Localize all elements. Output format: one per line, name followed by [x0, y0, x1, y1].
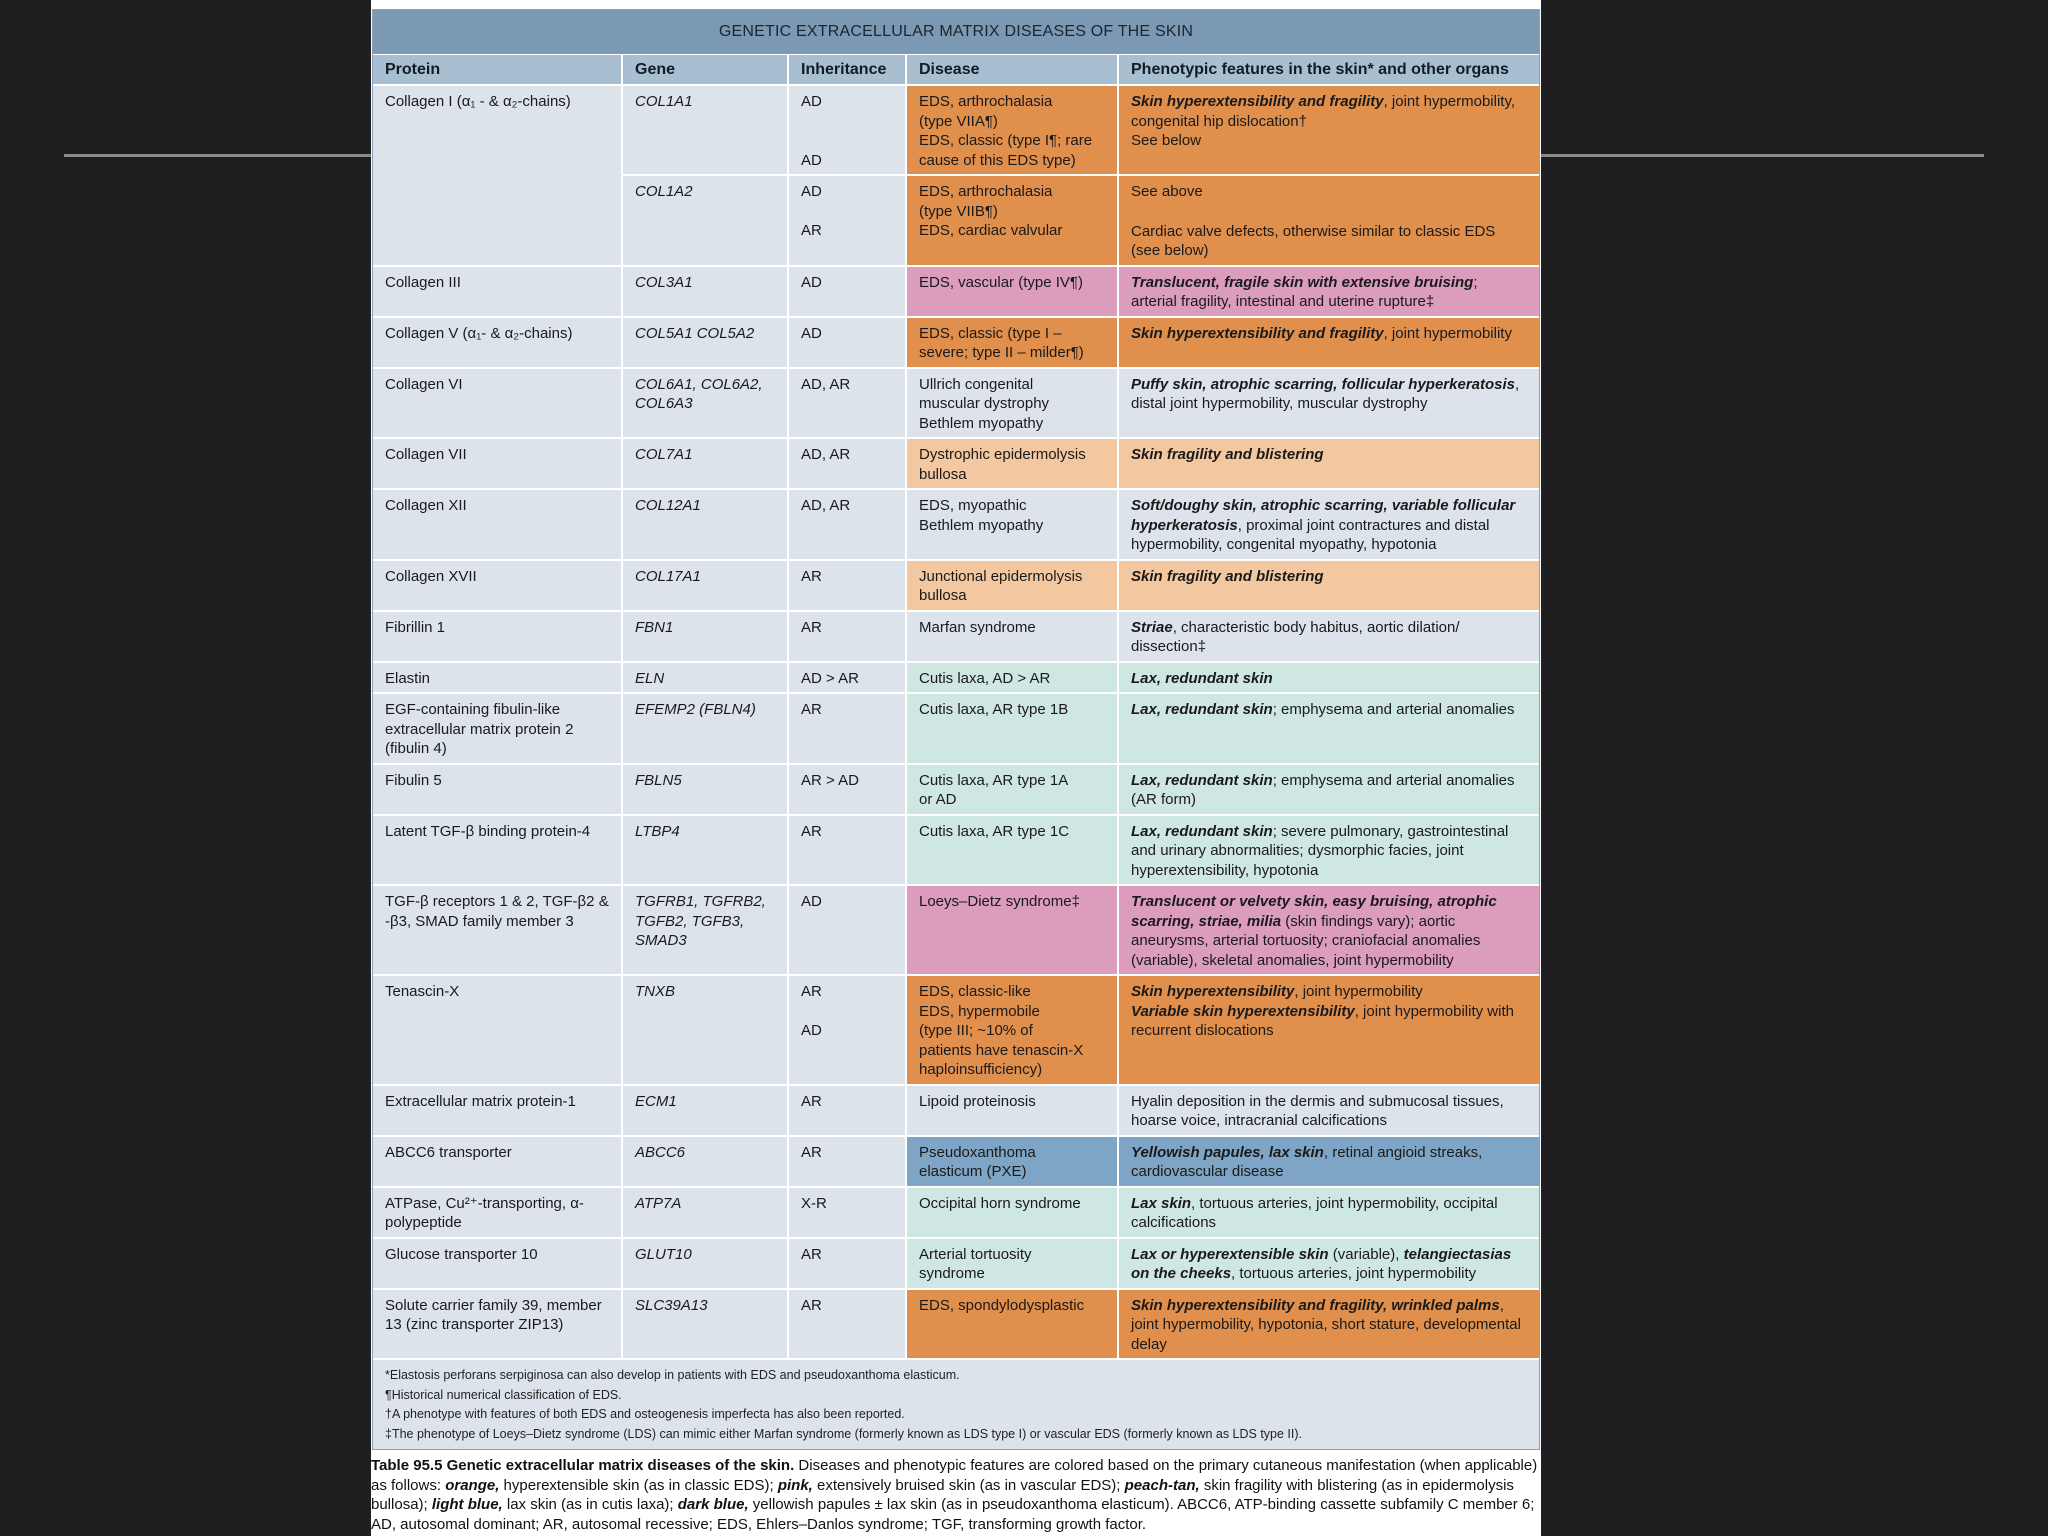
phenotype-text: ; arterial fragility, intestinal and uterine rupture‡	[1131, 273, 1478, 310]
cell-protein: Glucose transporter 10	[373, 1238, 622, 1289]
phenotype-text: , retinal angioid streaks, cardiovascular disease	[1131, 1143, 1483, 1180]
cell-inheritance	[788, 266, 906, 317]
cell-disease	[906, 1238, 1118, 1289]
phenotype-emphasis: Skin fragility and blistering	[1131, 446, 1324, 463]
cell-line: EDS, cardiac valvular	[919, 222, 1063, 239]
phenotype-text: , joint hypermobility	[1383, 324, 1512, 342]
phenotype-text: , joint hypermobility, hypotonia, short stature, developmental delay	[1131, 1296, 1521, 1353]
cell-phenotype	[1118, 885, 1539, 975]
cell-inheritance	[788, 662, 906, 694]
spacer	[1131, 202, 1527, 222]
cell-line: EDS, myopathic	[919, 497, 1027, 514]
cell-disease	[906, 560, 1118, 611]
cell-disease	[906, 317, 1118, 368]
cell-line: Dystrophic epidermolysis	[919, 446, 1086, 463]
cell-inheritance	[788, 611, 906, 662]
cell-phenotype	[1118, 975, 1539, 1085]
cell-inheritance	[788, 1289, 906, 1360]
cell-line	[801, 1002, 893, 1022]
phenotype-emphasis: Skin fragility and blistering	[1131, 567, 1324, 585]
cell-phenotype	[1118, 438, 1539, 489]
phenotype-emphasis: Lax skin	[1131, 1194, 1192, 1212]
cell-phenotype	[1118, 85, 1539, 175]
cell-disease	[906, 1187, 1118, 1238]
phenotype-text: , joint hypermobility	[1294, 983, 1423, 1000]
cell-inheritance	[788, 489, 906, 560]
cell-gene: COL6A1, COL6A2, COL6A3	[622, 368, 788, 439]
table-row	[373, 815, 1539, 886]
caption-key-dark-blue: dark blue,	[677, 1496, 749, 1513]
background-rule-right	[1540, 154, 1984, 157]
cell-line: EDS, arthrochalasia	[919, 183, 1053, 200]
phenotype-text: Cardiac valve defects, otherwise similar to classic EDS (see below)	[1131, 222, 1496, 259]
cell-protein: ATPase, Cu²⁺-transporting, α-polypeptide	[373, 1187, 622, 1238]
cell-line: syndrome	[919, 1265, 985, 1282]
phenotype-text: ; emphysema and arterial anomalies	[1272, 701, 1515, 718]
cell-gene: SLC39A13	[622, 1289, 788, 1360]
cell-line: AR	[801, 618, 822, 636]
caption-key-light-blue: light blue,	[431, 1496, 503, 1513]
cell-line: AD	[801, 1022, 822, 1039]
phenotype-emphasis: Yellowish papules, lax skin	[1131, 1143, 1324, 1161]
phenotype-line	[1131, 375, 1527, 414]
cell-line: AD	[801, 151, 822, 169]
cell-gene: COL5A1 COL5A2	[622, 317, 788, 368]
cell-phenotype	[1118, 266, 1539, 317]
cell-line: AR	[801, 222, 822, 239]
caption-text: lax skin (as in cutis laxa);	[502, 1496, 678, 1513]
cell-line: EDS, hypermobile	[919, 1002, 1040, 1020]
phenotype-text: See below	[1131, 132, 1202, 149]
cell-protein: Collagen VII	[373, 438, 622, 489]
cell-line: AD	[801, 893, 822, 910]
cell-line: Marfan syndrome	[919, 618, 1036, 636]
phenotype-text: ; emphysema and arterial anomalies (AR form)	[1131, 771, 1515, 808]
cell-disease	[906, 815, 1118, 886]
table-row	[373, 885, 1539, 975]
cell-disease	[906, 885, 1118, 975]
cell-line: EDS, classic (type I –	[919, 324, 1062, 342]
table-row	[373, 1289, 1539, 1360]
phenotype-text: , joint hypermobility, congenital hip dislocation†	[1131, 93, 1516, 130]
cell-protein: Extracellular matrix protein-1	[373, 1085, 622, 1136]
table-frame	[372, 9, 1540, 1450]
header-protein: Protein	[373, 55, 622, 85]
cell-line: AR	[801, 567, 822, 585]
phenotype-line	[1131, 131, 1527, 151]
cell-phenotype	[1118, 1136, 1539, 1187]
cell-line: Ullrich congenital	[919, 375, 1034, 393]
phenotype-emphasis: Lax, redundant skin	[1131, 669, 1273, 687]
phenotype-emphasis: Soft/doughy skin, atrophic scarring, variable follicular hyperkeratosis	[1131, 497, 1516, 534]
cell-phenotype	[1118, 693, 1539, 764]
cell-line: Loeys–Dietz syndrome‡	[919, 893, 1080, 910]
cell-line: EDS, vascular (type IV¶)	[919, 273, 1083, 291]
header-disease: Disease	[906, 55, 1118, 85]
cell-line: AD	[801, 93, 822, 110]
phenotype-line	[1131, 1296, 1527, 1355]
phenotype-text: , tortuous arteries, joint hypermobility	[1231, 1265, 1477, 1282]
cell-line: EDS, classic-like	[919, 983, 1031, 1000]
table-row	[373, 317, 1539, 368]
cell-inheritance	[788, 560, 906, 611]
cell-line: bullosa	[919, 465, 967, 483]
cell-gene: ABCC6	[622, 1136, 788, 1187]
caption-key-peach-tan: peach-tan,	[1124, 1476, 1200, 1494]
phenotype-emphasis: Lax, redundant skin	[1131, 822, 1273, 840]
cell-protein: Collagen XII	[373, 489, 622, 560]
cell-line: haploinsufficiency)	[919, 1061, 1043, 1078]
footnote: ‡The phenotype of Loeys–Dietz syndrome (LDS) can mimic either Marfan syndrome (formerly known as LDS type I) or vascular EDS (formerly known as LDS type II).	[385, 1426, 1303, 1441]
table-row	[373, 1136, 1539, 1187]
cell-phenotype	[1118, 489, 1539, 560]
table-body	[373, 85, 1539, 1359]
table-row	[373, 489, 1539, 560]
cell-line: AD, AR	[801, 375, 851, 393]
cell-line: (type VIIA¶)	[919, 112, 998, 130]
cell-gene: FBLN5	[622, 764, 788, 815]
cell-phenotype	[1118, 662, 1539, 694]
cell-line: Cutis laxa, AR type 1A	[919, 771, 1069, 789]
cell-inheritance	[788, 317, 906, 368]
cell-protein: Fibulin 5	[373, 764, 622, 815]
cell-gene: COL3A1	[622, 266, 788, 317]
cell-disease	[906, 693, 1118, 764]
table-caption	[371, 1456, 1541, 1534]
phenotype-line	[1131, 1245, 1527, 1284]
cell-disease	[906, 764, 1118, 815]
cell-gene: ECM1	[622, 1085, 788, 1136]
cell-disease	[906, 438, 1118, 489]
cell-line: Bethlem myopathy	[919, 414, 1044, 432]
phenotype-text: (skin findings vary); aortic aneurysms, arterial tortuosity; craniofacial anomalies (variable), skeletal anomalies, joint hypermobility	[1131, 912, 1481, 969]
cell-inheritance	[788, 815, 906, 886]
cell-gene: COL1A2	[622, 175, 788, 266]
caption-text: extensively bruised skin (as in vascular EDS);	[812, 1476, 1125, 1494]
background-rule-left	[64, 154, 372, 157]
cell-inheritance	[788, 1136, 906, 1187]
cell-line: or AD	[919, 791, 957, 808]
phenotype-line	[1131, 700, 1527, 720]
table-row	[373, 266, 1539, 317]
cell-protein: Tenascin-X	[373, 975, 622, 1085]
cell-protein: Collagen XVII	[373, 560, 622, 611]
phenotype-line	[1131, 1092, 1527, 1131]
cell-gene: COL1A1	[622, 85, 788, 175]
phenotype-line	[1131, 1194, 1527, 1233]
phenotype-emphasis: Striae	[1131, 618, 1173, 636]
cell-line: Cutis laxa, AR type 1B	[919, 701, 1069, 718]
phenotype-emphasis: telangiectasias on the cheeks	[1131, 1245, 1512, 1282]
phenotype-line	[1131, 567, 1527, 587]
phenotype-text: , proximal joint contractures and distal hypermobility, congenital myopathy, hypotonia	[1131, 516, 1490, 553]
cell-protein: Collagen III	[373, 266, 622, 317]
cell-phenotype	[1118, 317, 1539, 368]
phenotype-text: , joint hypermobility with recurrent dislocations	[1131, 1002, 1514, 1039]
phenotype-text: See above	[1131, 183, 1203, 200]
cell-disease	[906, 368, 1118, 439]
phenotype-emphasis: Skin hyperextensibility and fragility	[1131, 324, 1384, 342]
cell-protein: Collagen V (α₁- & α₂-chains)	[373, 317, 622, 368]
phenotype-line	[1131, 982, 1527, 1002]
cell-line: (type VIIB¶)	[919, 202, 998, 220]
cell-line: elasticum (PXE)	[919, 1163, 1027, 1180]
header-gene: Gene	[622, 55, 788, 85]
cell-gene: ELN	[622, 662, 788, 694]
phenotype-line	[1131, 822, 1527, 881]
cell-line: X-R	[801, 1194, 827, 1212]
cell-line: AD, AR	[801, 497, 851, 514]
cell-inheritance	[788, 1238, 906, 1289]
cell-line	[801, 202, 893, 222]
cell-gene: COL7A1	[622, 438, 788, 489]
phenotype-line	[1131, 273, 1527, 312]
phenotype-emphasis: Skin hyperextensibility and fragility	[1131, 93, 1384, 110]
header-row	[373, 55, 1539, 85]
cell-protein: Fibrillin 1	[373, 611, 622, 662]
phenotype-line	[1131, 1143, 1527, 1182]
phenotype-emphasis: Variable skin hyperextensibility	[1131, 1002, 1355, 1020]
cell-inheritance	[788, 1187, 906, 1238]
cell-line: EDS, classic (type I¶; rare	[919, 132, 1093, 149]
phenotype-line	[1131, 182, 1527, 202]
phenotype-line	[1131, 669, 1527, 689]
cell-gene: FBN1	[622, 611, 788, 662]
cell-line: Junctional epidermolysis	[919, 567, 1083, 585]
cell-line: AR	[801, 1245, 822, 1263]
cell-line: severe; type II – milder¶)	[919, 344, 1084, 361]
cell-phenotype	[1118, 1238, 1539, 1289]
cell-disease	[906, 662, 1118, 694]
cell-line: Lipoid proteinosis	[919, 1092, 1036, 1110]
cell-line: EDS, spondylodysplastic	[919, 1296, 1085, 1314]
cell-line: AR	[801, 1143, 822, 1161]
table-row	[373, 368, 1539, 439]
cell-inheritance	[788, 175, 906, 266]
table-row	[373, 85, 1539, 175]
cell-protein: ABCC6 transporter	[373, 1136, 622, 1187]
cell-phenotype	[1118, 764, 1539, 815]
cell-protein: Collagen VI	[373, 368, 622, 439]
footnote: †A phenotype with features of both EDS and osteogenesis imperfecta has also been reported.	[385, 1407, 905, 1421]
cell-line	[801, 112, 893, 132]
caption-text: hyperextensible skin (as in classic EDS);	[499, 1476, 778, 1494]
table-row	[373, 560, 1539, 611]
phenotype-line	[1131, 92, 1527, 131]
caption-text: Diseases and phenotypic features are colored based on the primary cutaneous manifestation (when applicable) as follows:	[371, 1457, 1538, 1494]
phenotype-text: , distal joint hypermobility, muscular dystrophy	[1131, 375, 1520, 412]
cell-line: patients have tenascin-X	[919, 1041, 1084, 1059]
header-inheritance: Inheritance	[788, 55, 906, 85]
cell-protein: EGF-containing fibulin-like extracellular matrix protein 2 (fibulin 4)	[373, 693, 622, 764]
cell-line: AR	[801, 701, 822, 718]
phenotype-line	[1131, 771, 1527, 810]
cell-line: AD > AR	[801, 669, 859, 687]
cell-inheritance	[788, 85, 906, 175]
caption-text: yellowish papules ± lax skin (as in pseudoxanthoma elasticum). ABCC6, ATP-binding cassette subfamily C member 6; AD, autosomal dominant; AR, autosomal recessive; EDS, Ehlers–Danlos syndrome; TGF, transforming growth factor.	[371, 1496, 1535, 1533]
cell-line: Occipital horn syndrome	[919, 1194, 1081, 1212]
cell-line: EDS, arthrochalasia	[919, 93, 1053, 110]
cell-line: bullosa	[919, 587, 967, 604]
cell-line: AD	[801, 183, 822, 200]
cell-gene: COL12A1	[622, 489, 788, 560]
header-phenotype: Phenotypic features in the skin* and other organs	[1118, 55, 1539, 85]
cell-line: AD, AR	[801, 446, 851, 463]
cell-protein: TGF-β receptors 1 & 2, TGF-β2 & -β3, SMAD family member 3	[373, 885, 622, 975]
cell-inheritance	[788, 1085, 906, 1136]
table-row	[373, 764, 1539, 815]
cell-line: cause of this EDS type)	[919, 151, 1076, 169]
cell-gene: TGFRB1, TGFRB2, TGFB2, TGFB3, SMAD3	[622, 885, 788, 975]
cell-inheritance	[788, 693, 906, 764]
cell-disease	[906, 1085, 1118, 1136]
cell-phenotype	[1118, 815, 1539, 886]
disease-table	[373, 55, 1539, 1360]
cell-disease	[906, 489, 1118, 560]
cell-line: AD	[801, 324, 822, 342]
cell-line: Bethlem myopathy	[919, 516, 1044, 534]
phenotype-emphasis: Skin hyperextensibility and fragility, wrinkled palms	[1131, 1296, 1500, 1314]
phenotype-text: , tortuous arteries, joint hypermobility, occipital calcifications	[1131, 1194, 1498, 1231]
cell-gene: LTBP4	[622, 815, 788, 886]
cell-line: (type III; ~10% of	[919, 1022, 1033, 1039]
table-row	[373, 611, 1539, 662]
phenotype-text: , characteristic body habitus, aortic dilation/ dissection‡	[1131, 618, 1460, 655]
cell-inheritance	[788, 764, 906, 815]
phenotype-line	[1131, 892, 1527, 970]
cell-protein: Collagen I (α₁ - & α₂-chains)	[373, 85, 622, 266]
document-page	[371, 0, 1541, 1536]
cell-line: AR > AD	[801, 771, 859, 789]
footnote: *Elastosis perforans serpiginosa can also develop in patients with EDS and pseudoxanthoma elasticum.	[385, 1368, 960, 1382]
cell-disease	[906, 1289, 1118, 1360]
table-row	[373, 1085, 1539, 1136]
cell-line	[801, 131, 893, 151]
cell-inheritance	[788, 438, 906, 489]
cell-gene: ATP7A	[622, 1187, 788, 1238]
phenotype-line	[1131, 324, 1527, 344]
cell-protein: Elastin	[373, 662, 622, 694]
cell-line: Cutis laxa, AR type 1C	[919, 822, 1070, 840]
phenotype-emphasis: Translucent or velvety skin, easy bruising, atrophic scarring, striae, milia	[1131, 893, 1497, 930]
phenotype-text: ; severe pulmonary, gastrointestinal and urinary abnormalities; dysmorphic facies, joint hyperextensibility, hypotonia	[1131, 822, 1509, 879]
cell-phenotype	[1118, 368, 1539, 439]
phenotype-line	[1131, 222, 1527, 261]
phenotype-line	[1131, 1002, 1527, 1041]
cell-disease	[906, 266, 1118, 317]
cell-line: AR	[801, 1092, 822, 1110]
caption-lead: Table 95.5 Genetic extracellular matrix diseases of the skin.	[371, 1457, 795, 1474]
cell-inheritance	[788, 885, 906, 975]
cell-phenotype	[1118, 175, 1539, 266]
cell-disease	[906, 175, 1118, 266]
phenotype-line	[1131, 496, 1527, 555]
phenotype-emphasis: Puffy skin, atrophic scarring, follicular hyperkeratosis	[1131, 375, 1516, 393]
cell-gene: EFEMP2 (FBLN4)	[622, 693, 788, 764]
table-row	[373, 1238, 1539, 1289]
cell-disease	[906, 1136, 1118, 1187]
table-row	[373, 975, 1539, 1085]
table-title: GENETIC EXTRACELLULAR MATRIX DISEASES OF THE SKIN	[373, 10, 1539, 55]
cell-line: muscular dystrophy	[919, 395, 1050, 412]
footnote: ¶Historical numerical classification of EDS.	[385, 1387, 622, 1402]
cell-line: Cutis laxa, AD > AR	[919, 669, 1051, 687]
cell-protein: Latent TGF-β binding protein-4	[373, 815, 622, 886]
cell-gene: TNXB	[622, 975, 788, 1085]
phenotype-emphasis: Skin hyperextensibility	[1131, 983, 1295, 1000]
table-row	[373, 1187, 1539, 1238]
cell-phenotype	[1118, 1289, 1539, 1360]
phenotype-emphasis: Lax or hyperextensible skin	[1131, 1245, 1329, 1263]
cell-disease	[906, 85, 1118, 175]
caption-text: skin fragility with blistering (as in epidermolysis bullosa);	[371, 1476, 1514, 1513]
cell-line: Arterial tortuosity	[919, 1245, 1032, 1263]
phenotype-emphasis: Lax, redundant skin	[1131, 701, 1273, 718]
caption-key-orange: orange,	[445, 1476, 500, 1494]
cell-protein: Solute carrier family 39, member 13 (zinc transporter ZIP13)	[373, 1289, 622, 1360]
phenotype-line	[1131, 445, 1527, 465]
cell-disease	[906, 611, 1118, 662]
footnotes	[373, 1360, 1539, 1450]
phenotype-emphasis: Lax, redundant skin	[1131, 771, 1273, 789]
cell-inheritance	[788, 975, 906, 1085]
phenotype-text: Hyalin deposition in the dermis and submucosal tissues, hoarse voice, intracranial calcifications	[1131, 1092, 1504, 1129]
table-row	[373, 438, 1539, 489]
table-row	[373, 693, 1539, 764]
phenotype-text: (variable),	[1328, 1245, 1404, 1263]
table-row	[373, 662, 1539, 694]
cell-line: Pseudoxanthoma	[919, 1143, 1036, 1161]
cell-disease	[906, 975, 1118, 1085]
cell-phenotype	[1118, 1187, 1539, 1238]
cell-inheritance	[788, 368, 906, 439]
cell-gene: GLUT10	[622, 1238, 788, 1289]
cell-line: AR	[801, 1296, 822, 1314]
cell-line: AR	[801, 822, 822, 840]
cell-phenotype	[1118, 560, 1539, 611]
cell-gene: COL17A1	[622, 560, 788, 611]
caption-key-pink: pink,	[777, 1476, 813, 1494]
phenotype-emphasis: Translucent, fragile skin with extensive bruising	[1131, 273, 1474, 291]
cell-line: AD	[801, 273, 822, 291]
cell-line: AR	[801, 983, 822, 1000]
phenotype-line	[1131, 618, 1527, 657]
cell-phenotype	[1118, 1085, 1539, 1136]
cell-phenotype	[1118, 611, 1539, 662]
